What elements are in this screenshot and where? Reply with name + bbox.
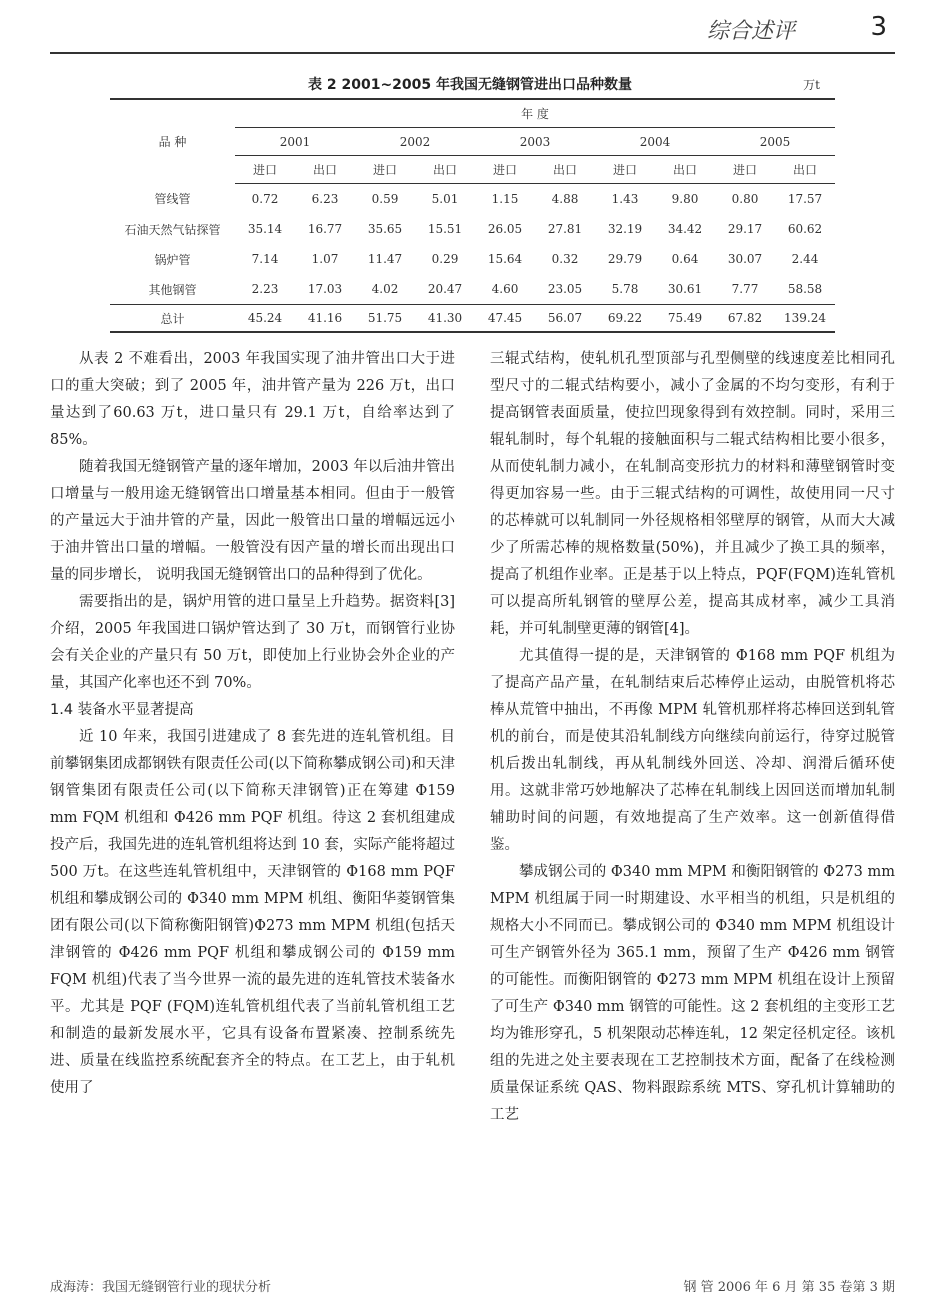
- table-title: 表 2 2001~2005 年我国无缝钢管进出口品种数量: [307, 77, 633, 93]
- export-header: 出口: [655, 156, 715, 184]
- import-header: 进口: [715, 156, 775, 184]
- table-unit: 万t: [803, 78, 820, 92]
- import-header: 进口: [355, 156, 415, 184]
- table-cell: 0.72: [251, 192, 279, 206]
- table-caption: [110, 74, 830, 96]
- table-cell: 0.32: [551, 252, 579, 266]
- table-cell: 32.19: [607, 222, 643, 236]
- table-cell: 4.88: [551, 192, 579, 206]
- export-header: 出口: [535, 156, 595, 184]
- paragraph: 三辊式结构，使轧机孔型顶部与孔型侧壁的线速度差比相同孔型尺寸的二辊式结构要小，减小了金属的不均匀变形，有利于提高钢管表面质量，使拉凹现象得到有效控制。同时，采用三辊轧制时，每个轧辊的接触面积与二辊式结构相比要小很多，从而使轧制力减小，在轧制高变形抗力的材料和薄壁钢管时变得更加容易一些。由于三辊式结构的可调性，故使用同一尺寸的芯棒就可以轧制同一外径规格相邻壁厚的钢管，从而大大减少了所需芯棒的规格数量(50%)，并且减少了换工具的频率，提高了机组作业率。正是基于以上特点，PQF(FQM)连轧管机可以提高所轧钢管的壁厚公差，提高其成材率，减少工具消耗，并可轧制壁更薄的钢管[4]。: [490, 351, 895, 637]
- import-header: 进口: [475, 156, 535, 184]
- section-heading: 1.4 装备水平显著提高: [50, 702, 194, 718]
- table-cell: 1.07: [311, 252, 339, 266]
- table-cell: 34.42: [667, 222, 703, 236]
- row-name: 石油天然气钻探管: [124, 222, 221, 237]
- export-header: 出口: [775, 156, 835, 184]
- footer-journal: 钢 管 2006 年 6 月 第 35 卷第 3 期: [683, 1280, 895, 1295]
- table-cell: 1.43: [611, 192, 639, 206]
- paragraph: 攀成钢公司的 Φ340 mm MPM 和衡阳钢管的 Φ273 mm MPM 机组属于同一时期建设、水平相当的机组，只是机组的规格大小不同而已。攀成钢公司的 Φ340 mm MPM 机组设计可生产钢管外径为 365.1 mm，预留了生产 Φ426 mm 钢管的可能性。而衡阳钢管的 Φ273 mm MPM 机组在设计上预留了可生产 Φ340 mm 钢管的可能性。这 2 套机组的主变形工艺均为锥形穿孔，5 机架限动芯棒连轧，12 架定径机定径。该机组的先进之处主要表现在工艺控制技术方面，配备了在线检测质量保证系统 QAS、物料跟踪系统 MTS、穿孔机计算辅助的工艺: [490, 864, 895, 1123]
- table-cell: 20.47: [427, 282, 463, 296]
- table-cell: 5.01: [431, 192, 459, 206]
- table-cell: 23.05: [547, 282, 583, 296]
- category-header: 品 种: [110, 99, 235, 184]
- table-cell: 1.15: [491, 192, 519, 206]
- export-header: 出口: [295, 156, 355, 184]
- total-cell: 41.30: [415, 305, 475, 333]
- year-header: 年 度: [235, 99, 835, 128]
- table-cell: 16.77: [307, 222, 343, 236]
- import-header: 进口: [595, 156, 655, 184]
- total-cell: 69.22: [595, 305, 655, 333]
- table-row: [110, 184, 835, 215]
- total-cell: 67.82: [715, 305, 775, 333]
- paragraph: 近 10 年来，我国引进建成了 8 套先进的连轧管机组。目前攀钢集团成都钢铁有限责任公司(以下简称攀成钢公司)和天津钢管集团有限责任公司(以下简称天津钢管)正在筹建 Φ159 mm FQM 机组和 Φ426 mm PQF 机组。待这 2 套机组建成投产后，我国先进的连轧管机组将达到 10 套，实际产能将超过 500 万t。在这些连轧管机组中，天津钢管的 Φ168 mm PQF 机组和攀成钢公司的 Φ340 mm MPM 机组、衡阳华菱钢管集团有限公司(以下简称衡阳钢管)Φ273 mm MPM 机组(包括天津钢管的 Φ426 mm PQF 机组和攀成钢公司的 Φ159 mm FQM 机组)代表了当今世界一流的最先进的连轧管技术装备水平。尤其是 PQF (FQM)连轧管机组代表了当前轧管机组工艺和制造的最新发展水平，它具有设备布置紧凑、控制系统先进、质量在线监控系统配套齐全的特点。在工艺上，由于轧机使用了: [50, 729, 455, 1096]
- table-cell: 35.65: [367, 222, 403, 236]
- year-cell: 2002: [355, 128, 475, 156]
- total-cell: 139.24: [775, 305, 835, 333]
- paragraph: 需要指出的是，锅炉用管的进口量呈上升趋势。据资料[3]介绍，2005 年我国进口锅炉管达到了 30 万t，而钢管行业协会有关企业的产量只有 50 万t，即使加上行业协会外企业的产量，其国产化率也还不到 70%。: [50, 594, 455, 691]
- table-cell: 0.64: [671, 252, 699, 266]
- paragraph: 尤其值得一提的是，天津钢管的 Φ168 mm PQF 机组为了提高产品产量，在轧制结束后芯棒停止运动，由脱管机将芯棒从荒管中抽出，不再像 MPM 轧管机那样将芯棒回送到轧管机的前台，而是使其沿轧制线方向继续向前运行，待穿过脱管机后拨出轧制线，再从轧制线外回送、冷却、润滑后循环使用。这就非常巧妙地解决了芯棒在轧制线上因回送而增加轧制辅助时间的问题，有效地提高了生产效率。这一创新值得借鉴。: [490, 648, 895, 853]
- row-name: 锅炉管: [154, 252, 191, 267]
- table-cell: 0.59: [371, 192, 399, 206]
- total-cell: 41.16: [295, 305, 355, 333]
- table-cell: 58.58: [787, 282, 823, 296]
- table-row: [110, 244, 835, 274]
- body-column-left: [50, 346, 455, 1102]
- table-cell: 7.14: [251, 252, 279, 266]
- table-cell: 60.62: [787, 222, 823, 236]
- table-cell: 6.23: [311, 192, 339, 206]
- table-cell: 15.51: [427, 222, 463, 236]
- year-cell: 2005: [715, 128, 835, 156]
- import-header: 进口: [235, 156, 295, 184]
- total-cell: 51.75: [355, 305, 415, 333]
- table-cell: 17.57: [787, 192, 823, 206]
- total-cell: 47.45: [475, 305, 535, 333]
- table-row: [110, 214, 835, 244]
- table-row: [110, 274, 835, 305]
- table-cell: 27.81: [547, 222, 583, 236]
- table-cell: 4.02: [371, 282, 399, 296]
- footer-article: 成海涛：我国无缝钢管行业的现状分析: [50, 1280, 272, 1295]
- table-cell: 15.64: [487, 252, 523, 266]
- table-cell: 17.03: [307, 282, 343, 296]
- row-name: 其他钢管: [148, 282, 197, 297]
- page-number: 3: [870, 12, 887, 42]
- total-cell: 45.24: [235, 305, 295, 333]
- table-cell: 2.44: [791, 252, 819, 266]
- paragraph: 从表 2 不难看出，2003 年我国实现了油井管出口大于进口的重大突破；到了 2005 年，油井管产量为 226 万t，出口量达到了60.63 万t，进口量只有 29.1 万t，自给率达到了 85%。: [50, 351, 455, 448]
- table-cell: 2.23: [251, 282, 279, 296]
- import-export-table: [110, 98, 835, 333]
- body-column-right: [490, 346, 895, 1129]
- row-name: 管线管: [154, 192, 191, 207]
- table-cell: 0.80: [731, 192, 759, 206]
- table-cell: 30.07: [727, 252, 763, 266]
- year-cell: 2004: [595, 128, 715, 156]
- total-cell: 75.49: [655, 305, 715, 333]
- total-cell: 56.07: [535, 305, 595, 333]
- section-title: 综合述评: [706, 19, 795, 44]
- table-cell: 30.61: [667, 282, 703, 296]
- table-cell: 7.77: [731, 282, 759, 296]
- page-header: [50, 0, 895, 54]
- year-cell: 2003: [475, 128, 595, 156]
- table-cell: 5.78: [611, 282, 639, 296]
- year-cell: 2001: [235, 128, 355, 156]
- table-cell: 0.29: [431, 252, 459, 266]
- table-cell: 11.47: [367, 252, 403, 266]
- table-cell: 26.05: [487, 222, 523, 236]
- table-cell: 29.79: [607, 252, 643, 266]
- table-cell: 29.17: [727, 222, 763, 236]
- paragraph: 随着我国无缝钢管产量的逐年增加，2003 年以后油井管出口增量与一般用途无缝钢管出口增量基本相同。但由于一般管的产量远大于油井管的产量，因此一般管出口量的增幅远远小于油井管出口量的增幅。一般管没有因产量的增长而出现出口量的同步增长， 说明我国无缝钢管出口的品种得到了优化。: [50, 459, 455, 583]
- table-cell: 4.60: [491, 282, 519, 296]
- export-header: 出口: [415, 156, 475, 184]
- table-cell: 35.14: [247, 222, 283, 236]
- total-label: 总计: [110, 305, 235, 333]
- table-cell: 9.80: [671, 192, 699, 206]
